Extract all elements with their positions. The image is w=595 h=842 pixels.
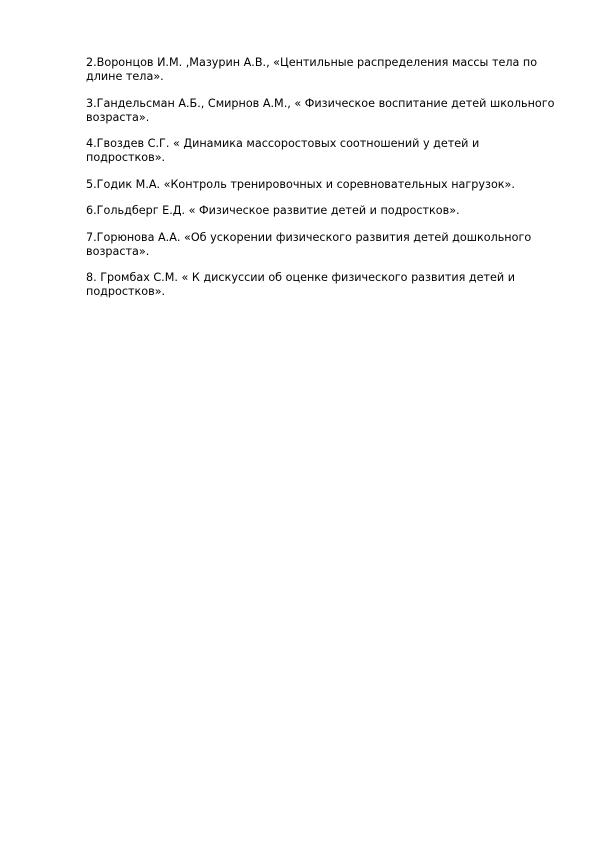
reference-item-3: 3.Гандельсман А.Б., Смирнов А.М., « Физическое воспитание детей школьного возраста». xyxy=(86,96,555,124)
reference-item-5: 5.Годик М.А. «Контроль тренировочных и соревновательных нагрузок». xyxy=(86,177,515,191)
reference-item-6: 6.Гольдберг Е.Д. « Физическое развитие детей и подростков». xyxy=(86,204,460,217)
reference-item-7: 7.Горюнова А.А. «Об ускорении физического развития детей дошкольного возраста». xyxy=(86,230,532,258)
reference-item-8: 8. Громбах С.М. « К дискуссии об оценке физического развития детей и подростков». xyxy=(86,271,516,298)
reference-item-2: 2.Воронцов И.М. ,Мазурин А.В., «Центильные распределения массы тела по длине тела». xyxy=(86,56,538,83)
reference-list xyxy=(86,56,556,312)
reference-item-4: 4.Гвоздев С.Г. « Динамика массоростовых соотношений у детей и подростков». xyxy=(86,137,480,164)
